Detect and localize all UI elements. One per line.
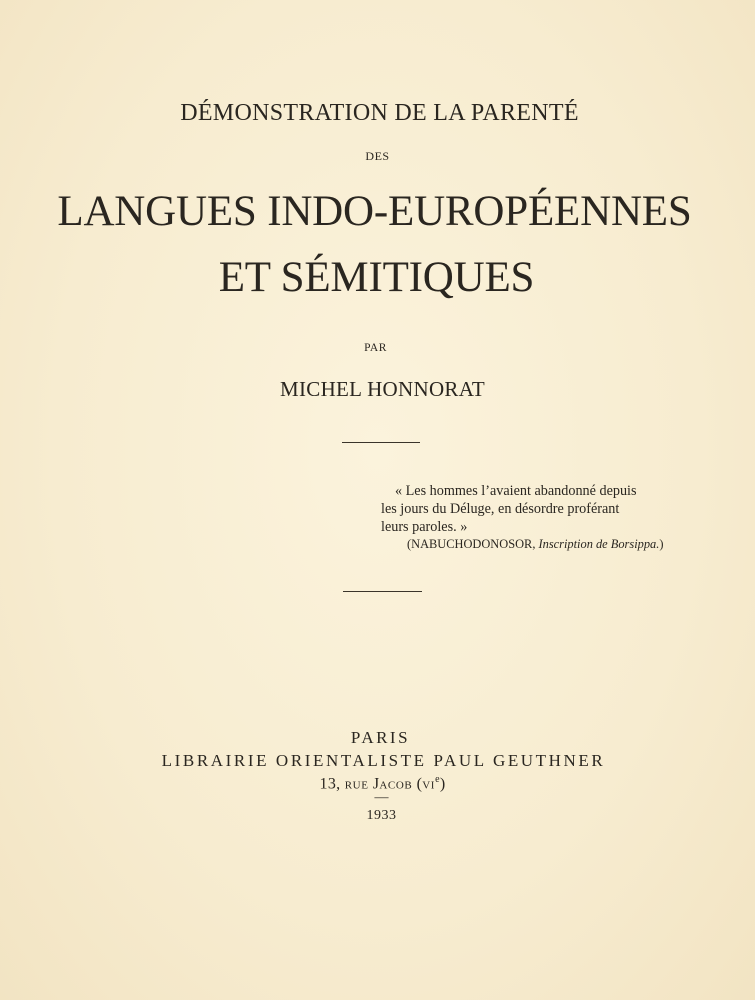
source-work: Inscription de Borsippa.: [538, 537, 660, 551]
main-title-line-2: ET SÉMITIQUES: [218, 254, 535, 301]
address-district: VI: [422, 779, 436, 792]
byline-par: PAR: [364, 342, 387, 354]
imprint-publisher: LIBRAIRIE ORIENTALISTE PAUL GEUTHNER: [161, 751, 606, 770]
main-title-line-1: LANGUES INDO-EUROPÉENNES: [57, 188, 692, 235]
epigraph-source: [407, 537, 663, 552]
imprint-year: 1933: [366, 808, 397, 823]
title-connector: DES: [365, 149, 390, 163]
epigraph-line-1: « Les hommes l’avaient abandonné depuis: [395, 483, 637, 499]
epigraph-line-3: leurs paroles. »: [381, 519, 468, 535]
epigraph: [381, 482, 671, 536]
source-separator: ,: [532, 537, 539, 551]
address-rue: RUE: [344, 779, 369, 792]
address-number: 13,: [319, 775, 345, 793]
imprint-dash: —: [374, 790, 389, 805]
imprint-city: PARIS: [350, 728, 411, 747]
source-author: NABUCHODONOSOR: [411, 537, 533, 551]
address-paren-close: ): [439, 775, 446, 793]
address-street-initial: J: [368, 775, 380, 793]
epigraph-line-2: les jours du Déluge, en désordre proférant: [381, 501, 620, 517]
address-paren-open: (: [412, 775, 423, 793]
divider-top: [342, 442, 420, 443]
title-line-1: DÉMONSTRATION DE LA PARENTÉ: [180, 100, 579, 126]
source-paren-open: (: [407, 537, 412, 551]
author-name: MICHEL HONNORAT: [280, 377, 485, 401]
divider-bottom: [343, 591, 422, 592]
address-street-rest: ACOB: [379, 779, 413, 792]
address-district-sup: e: [435, 774, 440, 785]
source-paren-close: ): [659, 537, 664, 551]
